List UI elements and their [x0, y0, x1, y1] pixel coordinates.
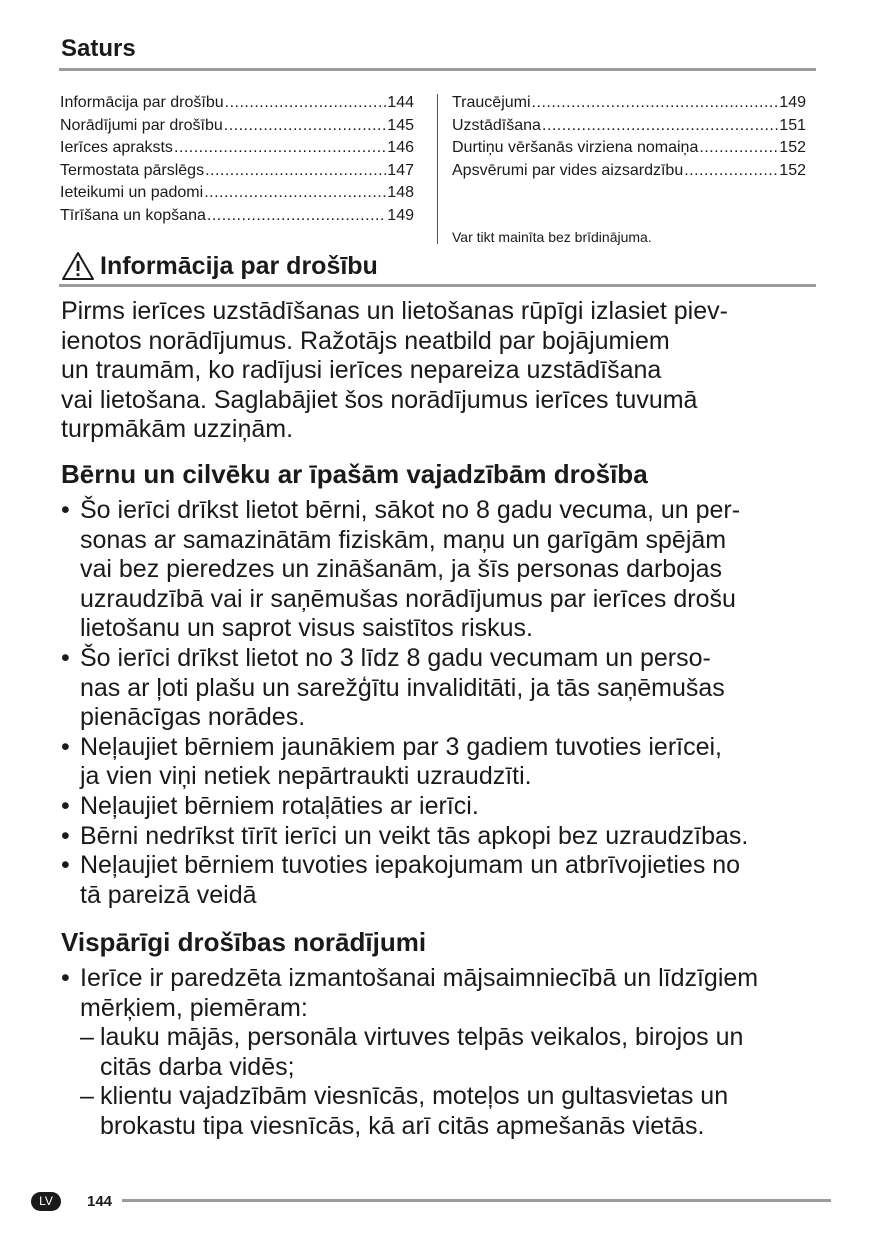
intro-paragraph: Pirms ierīces uzstādīšanas un lietošanas rūpīgi izlasiet piev- ienotos norādījumus. Ražotājs neatbild par bojājumiem un traumām, ko radījusi ierīces nepareiza uzstādīšana vai lietošana. Saglabājiet šos norādījumus ierīces tuvumā turpmākām uzziņām.: [61, 297, 728, 444]
toc-entry[interactable]: Traucējumi ..... 149: [452, 92, 806, 115]
toc-entry[interactable]: Termostata pārslēgs ..... 147: [60, 160, 414, 183]
toc-entry[interactable]: Informācija par drošību ..... 144: [60, 92, 414, 115]
children-list: [61, 496, 831, 910]
toc-entry[interactable]: Ierīces apraksts ..... 146: [60, 137, 414, 160]
list-item: • Ierīce ir paredzēta izmantošanai mājsaimniecībā un līdzīgiem mērķiem, piemēram: – lauku mājās, personāla virtuves telpās veikalos, birojos un citās darba vidēs; – klientu vajadzībām viesnīcās, moteļos un gultasvietas un brokastu tipa viesnīcās, kā arī citās apmešanās vietās.: [61, 964, 831, 1142]
toc-entry[interactable]: Ieteikumi un padomi ..... 148: [60, 182, 414, 205]
list-item: • Šo ierīci drīkst lietot bērni, sākot no 8 gadu vecuma, un per- sonas ar samazinātām fiziskām, maņu un garīgām spējām vai bez pieredzes un zināšanām, ja šīs personas darbojas uzraudzībā vai ir saņēmušas norādījumus par ierīces drošu lietošanu un saprot visus saistītos riskus.: [61, 496, 741, 643]
list-item: • Šo ierīci drīkst lietot no 3 līdz 8 gadu vecumam un perso- nas ar ļoti plašu un sarežģītu invaliditāti, ja tās saņēmušas pienācīgas norādes.: [61, 643, 725, 732]
warning-triangle-icon: [61, 251, 95, 281]
page-title: Saturs: [61, 35, 136, 62]
sub-list-item: – klientu vajadzībām viesnīcās, moteļos un gultasvietas un brokastu tipa viesnīcās, kā arī citās apmešanās vietās.: [80, 1082, 729, 1140]
language-badge: LV: [31, 1192, 61, 1211]
general-heading: Vispārīgi drošības norādījumi: [61, 927, 427, 957]
toc-left-column: [60, 92, 414, 227]
footer-rule: [122, 1199, 831, 1202]
toc-entry[interactable]: Norādījumi par drošību ..... 145: [60, 115, 414, 138]
page-number: 144: [87, 1193, 113, 1210]
general-list: [61, 964, 831, 1142]
sub-list-item: – lauku mājās, personāla virtuves telpās veikalos, birojos un citās darba vidēs;: [80, 1023, 744, 1081]
sub-list: [80, 1023, 831, 1141]
safety-heading: [61, 250, 378, 282]
list-item: • Neļaujiet bērniem rotaļāties ar ierīci.: [61, 791, 479, 820]
toc-entry[interactable]: Uzstādīšana ..... 151: [452, 115, 806, 138]
safety-heading-text: Informācija par drošību: [100, 252, 378, 280]
toc-right-column: [452, 92, 806, 182]
change-notice: Var tikt mainīta bez brīdinājuma.: [452, 229, 652, 245]
list-item: • Bērni nedrīkst tīrīt ierīci un veikt tās apkopi bez uzraudzības.: [61, 821, 749, 850]
toc-entry[interactable]: Apsvērumi par vides aizsardzību ..... 152: [452, 160, 806, 183]
toc-entry[interactable]: Tīrīšana un kopšana ..... 149: [60, 205, 414, 228]
safety-rule: [59, 284, 816, 287]
toc-divider: [437, 94, 438, 244]
children-heading: Bērnu un cilvēku ar īpašām vajadzībām drošība: [61, 459, 648, 489]
toc-entry[interactable]: Durtiņu vēršanās virziena nomaiņa ..... 152: [452, 137, 806, 160]
list-item: • Neļaujiet bērniem tuvoties iepakojumam un atbrīvojieties no tā pareizā veidā: [61, 851, 741, 909]
list-item: • Neļaujiet bērniem jaunākiem par 3 gadiem tuvoties ierīcei, ja vien viņi netiek nepārtraukti uzraudzīti.: [61, 732, 722, 791]
title-rule: [59, 68, 816, 71]
